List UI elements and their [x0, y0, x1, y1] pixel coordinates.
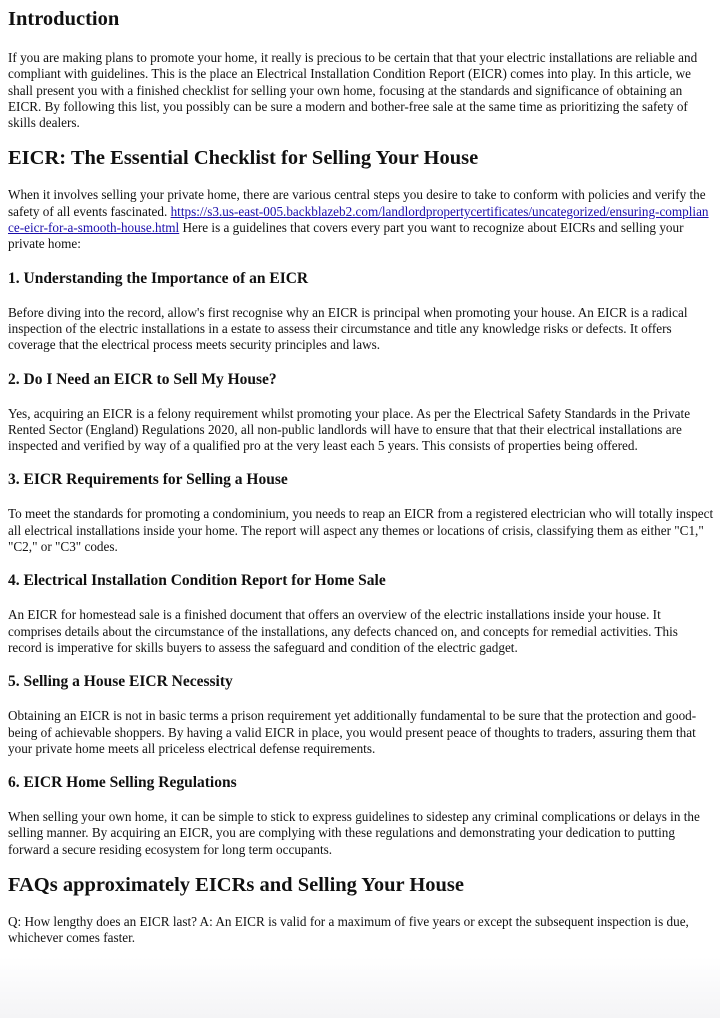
section-4-paragraph: An EICR for homestead sale is a finished document that offers an overview of the electric installations inside your house. It comprises details about the circumstance of the installations, any defects chanced on, and concepts for remedial activities. This record is imperative for skills buyers to assess the safeguard and condition of the electric gadget. [8, 607, 678, 655]
intro-paragraph: If you are making plans to promote your home, it really is precious to be certain that that your electric installations are reliable and compliant with guidelines. This is the place an Electrical Installation Condition Report (EICR) comes into play. In this article, we shall present you with a finished checklist for selling your own home, focusing at the standards and significance of obtaining an EICR. By following this list, you possibly can be sure a modern and bother-free sale at the same time as prioritizing the safety of skills dealers. [8, 50, 698, 131]
section-3-paragraph: To meet the standards for promoting a condominium, you needs to reap an EICR from a registered electrician who will totally inspect all electrical installations inside your home. The report will aspect any themes or locations of crisis, classifying them as either "C1," "C2," or "C3" codes. [8, 506, 714, 555]
checklist-heading: EICR: The Essential Checklist for Selling Your House [8, 147, 479, 170]
checklist-paragraph [8, 187, 714, 252]
section-1-paragraph: Before diving into the record, allow's first recognise why an EICR is principal when promoting your house. An EICR is a radical inspection of the electric installations in a estate to assess their circumstance and title any knowledge risks or defects. It offers coverage that the electrical process meets security principles and laws. [8, 304, 688, 353]
intro-heading: Introduction [8, 8, 120, 30]
section-3-heading: 3. EICR Requirements for Selling a House [8, 471, 288, 489]
checklist-text-before-link: When it involves selling your private home, there are various central steps you desire to take to conform with policies and verify the safety of all events fascinated. [8, 187, 706, 219]
section-2-paragraph: Yes, acquiring an EICR is a felony requirement whilst promoting your place. As per the Electrical Safety Standards in the Private Rented Sector (England) Regulations 2020, all non-public landlords will have to ensure that that their electrical installations are inspected and verified by way of a qualified pro at the very least each 5 years. This consists of properties being offered. [8, 405, 691, 454]
article-body [8, 6, 714, 947]
section-6-paragraph: When selling your own home, it can be simple to stick to express guidelines to sidestep any criminal complications or delays in the selling manner. By acquiring an EICR, you are complying with these regulations and demonstrating your dedication to putting forward a secure residing ecosystem for long term occupants. [8, 809, 700, 857]
section-2-heading: 2. Do I Need an EICR to Sell My House? [8, 370, 277, 388]
faq-paragraph: Q: How lengthy does an EICR last? A: An EICR is valid for a maximum of five years or except the subsequent inspection is due, whichever comes faster. [8, 914, 689, 946]
reference-link[interactable]: https://s3.us-east-005.backblazeb2.com/landlordpropertycertificates/uncategorized/ensuring-compliance-eicr-for-a-smooth-house.html [8, 203, 709, 236]
section-1-heading: 1. Understanding the Importance of an EICR [8, 269, 309, 287]
checklist-text-after-link: Here is a guidelines that covers every part you want to recognize about EICRs and selling your private home: [8, 220, 684, 252]
section-5-heading: 5. Selling a House EICR Necessity [8, 673, 233, 691]
section-6-heading: 6. EICR Home Selling Regulations [8, 774, 237, 792]
section-5-paragraph: Obtaining an EICR is not in basic terms a prison requirement yet additionally fundamental to be sure that the protection and good-being of achievable shoppers. By having a valid EICR in place, you would present peace of thoughts to traders, assuring them that your private home meets all priceless electrical defense requirements. [8, 708, 697, 756]
section-4-heading: 4. Electrical Installation Condition Report for Home Sale [8, 572, 386, 590]
faqs-heading: FAQs approximately EICRs and Selling Your House [8, 874, 465, 897]
